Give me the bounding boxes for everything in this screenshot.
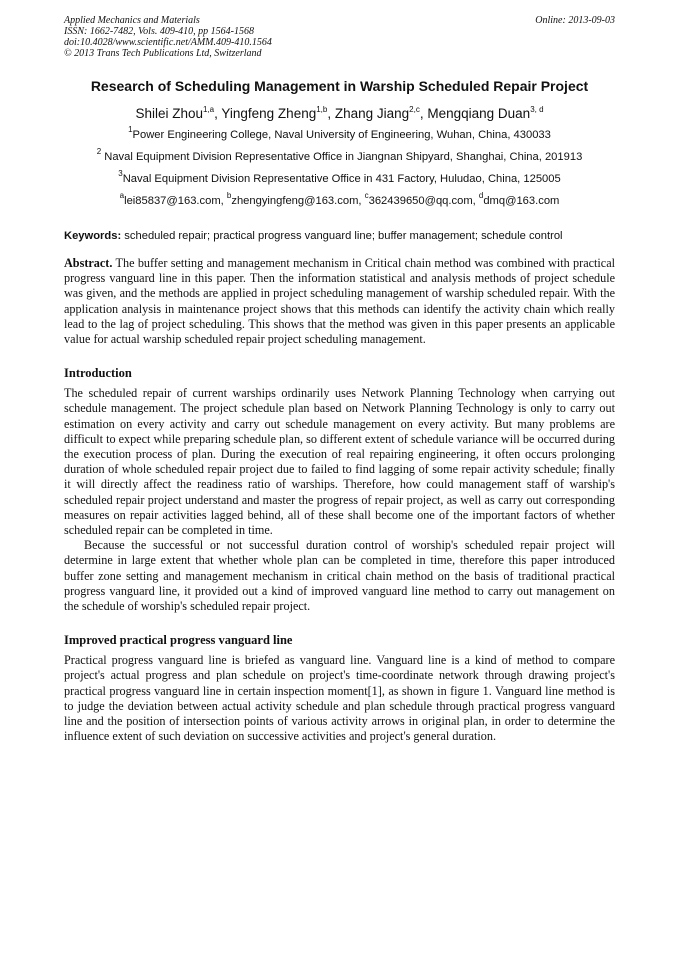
- email[interactable]: [119, 191, 221, 207]
- author-list: [64, 105, 615, 123]
- journal-name: Applied Mechanics and Materials: [64, 15, 200, 26]
- abstract: [64, 256, 615, 347]
- author: [335, 106, 428, 121]
- email-address: 362439650@qq.com: [368, 195, 473, 207]
- author-name: Yingfeng Zheng: [221, 106, 317, 121]
- copyright-line: © 2013 Trans Tech Publications Ltd, Switzerland: [64, 48, 262, 59]
- email-separator: ,: [220, 195, 227, 207]
- author-sup: 3, d: [530, 104, 544, 114]
- abstract-label: Abstract.: [64, 256, 113, 270]
- affiliation-1: [64, 125, 615, 142]
- keywords-text: scheduled repair; practical progress vanguard line; buffer management; schedule control: [121, 230, 563, 242]
- email-sup: b: [226, 191, 232, 201]
- journal-info: [64, 15, 272, 59]
- body-paragraph: Because the successful or not successful duration control of worship's scheduled repair project will determine in large extent that whether whole plan can be completed in time, therefore this paper introduced buffer zone setting and management mechanism in critical chain method on the basis of traditional practical progress vanguard line, it provided out a kind of improved vanguard line method to carry out management on the schedule of worship's scheduled repair project.: [64, 538, 615, 614]
- author-name: Mengqiang Duan: [427, 106, 531, 121]
- issn-line: ISSN: 1662-7482, Vols. 409-410, pp 1564-1568: [64, 26, 254, 37]
- email-sup: c: [364, 191, 369, 201]
- author-separator: ,: [214, 106, 222, 121]
- author-sup: 1,b: [316, 104, 328, 114]
- affiliation-sup: 2: [96, 147, 102, 157]
- author-name: Zhang Jiang: [334, 106, 410, 121]
- section-heading-introduction: Introduction: [64, 366, 132, 381]
- email-address: lei85837@163.com: [124, 195, 221, 207]
- paper-page: [64, 15, 615, 744]
- author-sup: 1,a: [203, 104, 215, 114]
- email[interactable]: [364, 191, 473, 207]
- author-separator: ,: [419, 106, 428, 121]
- email-separator: ,: [472, 195, 479, 207]
- affiliation-2: [64, 147, 615, 164]
- author: [221, 106, 334, 121]
- doi-line[interactable]: doi:10.4028/www.scientific.net/AMM.409-410.1564: [64, 37, 272, 48]
- email[interactable]: [226, 191, 359, 207]
- keywords-label: Keywords:: [64, 230, 122, 242]
- online-date: Online: 2013-09-03: [535, 15, 615, 26]
- body-paragraph: Practical progress vanguard line is briefed as vanguard line. Vanguard line is a kind of method to compare project's actual progress and plan schedule on project's time-coordinate network through drawing project's practical progress vanguard line in certain inspection moment[1], as shown in figure 1. Vanguard line method is to judge the deviation between actual activity schedule and plan schedule through practical progress vanguard line and the position of intersection points of various activity arrows in original plan, in order to determine the influence extent of such deviation on successive activities and project's general duration.: [64, 653, 615, 744]
- affiliation-3: [64, 169, 615, 186]
- affiliation-text: Power Engineering College, Naval University of Engineering, Wuhan, China, 430033: [132, 129, 551, 141]
- email-sup: a: [119, 191, 125, 201]
- email-address: zhengyingfeng@163.com: [231, 195, 359, 207]
- abstract-text: The buffer setting and management mechanism in Critical chain method was combined with practical progress vanguard line in this paper. Then the information statistical and analysis methods of project schedule was given, and the methods are applied in project scheduling management of warship scheduled repair. With the application analysis in maintenance project shows that this methods can identify the activity chain which really lead to the lag of project scheduling. This shows that the method was given in this paper presents an applicable value for actual warship scheduled repair project scheduling management.: [64, 256, 615, 347]
- author-separator: ,: [327, 106, 335, 121]
- affiliation-text: Naval Equipment Division Representative Office in 431 Factory, Huludao, China, 125005: [122, 173, 561, 185]
- affiliation-sup: 1: [128, 125, 133, 135]
- author: [135, 106, 221, 121]
- journal-header: [64, 15, 615, 59]
- email-list: [64, 191, 615, 208]
- author-sup: 2,c: [409, 104, 420, 114]
- affiliation-text: Naval Equipment Division Representative Office in Jiangnan Shipyard, Shanghai, China, 201913: [101, 151, 583, 163]
- author-name: Shilei Zhou: [135, 106, 203, 121]
- email-address: dmq@163.com: [483, 195, 560, 207]
- email[interactable]: [478, 191, 560, 207]
- email-sup: d: [478, 191, 484, 201]
- affiliation-sup: 3: [118, 169, 123, 179]
- body-paragraph: The scheduled repair of current warships ordinarily uses Network Planning Technology when carrying out schedule management. The project schedule plan based on Network Planning Technology is only to carry out estimation on every activity and carry out schedule management on every activity. But many problems are difficult to expect while preparing schedule plan, so different extent of schedule variance will be occurred during the execution process of plan. During the execution of real repairing engineering, it often occurs prolonging duration of whole scheduled repair project due to failed to find lagging of some repair activity schedule; finally it will directly affect the readiness ratio of warships. Therefore, how could management staff of warship's scheduled repair project understand and master the progress of repair project, as well as carry out corresponding measures on repair activities lagged behind, all of these shall become one of the important factors of whether scheduled repair can be completed in time.: [64, 386, 615, 538]
- author: [427, 106, 543, 121]
- section-heading-vanguard-line: Improved practical progress vanguard line: [64, 633, 293, 648]
- paper-title: Research of Scheduling Management in Warship Scheduled Repair Project: [90, 78, 589, 94]
- email-separator: ,: [358, 195, 365, 207]
- keywords: [64, 229, 615, 243]
